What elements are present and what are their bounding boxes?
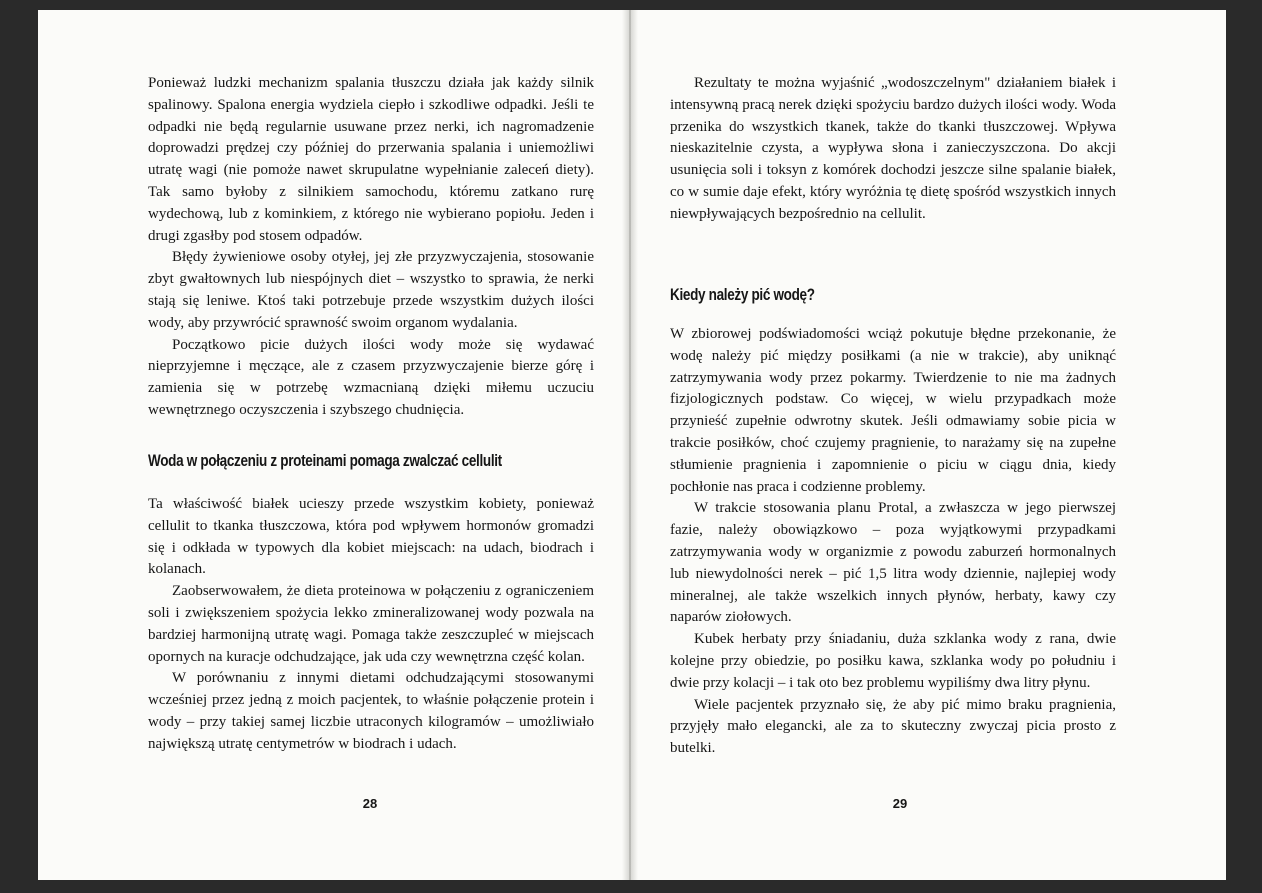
- left-paragraph-3: Początkowo picie dużych ilości wody może się wydawać nieprzyjemne i męczące, ale z czasem przyzwyczajenie bierze górę i zamienia się w potrzebę wzmacnianą dzięki miłemu uczuciu wewnętrznego oczyszczenia i szybszego chudnięcia.: [148, 336, 594, 418]
- right-paragraph-3: W trakcie stosowania planu Protal, a zwłaszcza w jego pierwszej fazie, należy obowiązkowo – poza wyjątkowymi przypadkami zatrzymywania wody w organizmie z powodu zaburzeń hormonalnych lub niewydolności nerek – pić 1,5 litra wody dziennie, najlepiej wody mineralnej, ale także wszelkich innych płynów, herbaty, kawy czy naparów ziołowych.: [670, 500, 1116, 626]
- book-gutter: [622, 10, 638, 880]
- right-heading-block: [670, 286, 1116, 305]
- left-paragraph-5: Zaobserwowałem, że dieta proteinowa w połączeniu z ograniczeniem soli i zwiększeniem spożycia lekko zmineralizowanej wody pozwala na bardziej harmonijną utratę wagi. Pomaga także zeszczuplеć w miejscach opornych na kuracje odchudzające, jak uda czy wewnętrzna część kolan.: [148, 583, 594, 665]
- left-paragraph-1: Ponieważ ludzki mechanizm spalania tłuszczu działa jak każdy silnik spalinowy. Spalona energia wydziela ciepło i szkodliwe odpadki. Jeśli te odpadki nie będą regularnie usuwane przez nerki, ich nagromadzenie doprowadzi prędzej czy później do przerwania spalania i uniemożliwi utratę wagi (nie pomoże nawet skrupulatne wypełnianie zaleceń diety). Tak samo byłoby z silnikiem samochodu, któremu zatkano rurę wydechową, lub z kominkiem, z którego nie wybierano popiołu. Jeden i drugi zgasłby pod stosem odpadów.: [148, 75, 594, 244]
- right-paragraph-2: W zbiorowej podświadomości wciąż pokutuje błędne przekonanie, że wodę należy pić między posiłkami (a nie w trakcie), aby uniknąć zatrzymywania wody przez pokarmy. Twierdzenie to nie ma żadnych fizjologicznych podstaw. Co więcej, w wielu przypadkach może przynieść zupełnie odwrotny skutek. Jeśli odmawiamy sobie picia w trakcie posiłków, choć czujemy pragnienie, to narażamy się na zupełne stłumienie pragnienia i zapomnienie o piciu w ciągu dnia, kiedy pochłonie nas praca i codzienne problemy.: [670, 326, 1116, 495]
- left-intro-text: [148, 73, 594, 422]
- right-section-heading: Kiedy należy pić wodę?: [670, 286, 815, 304]
- left-heading-block: [148, 452, 594, 471]
- left-section-text: [148, 494, 594, 756]
- left-paragraph-6: W porównaniu z innymi dietami odchudzającymi stosowanymi wcześniej przez jedną z moich pacjentek, to właśnie połączenie protein i wody – przy takiej samej liczbie utraconych kilogramów – umożliwiało największą utratę centymetrów w biodrach i udach.: [148, 670, 594, 752]
- left-paragraph-4: Ta właściwość białek ucieszy przede wszystkim kobiety, ponieważ cellulit to tkanka tłuszczowa, która pod wpływem hormonów gromadzi się i odkłada w typowych dla kobiet miejscach: na udach, biodrach i kolanach.: [148, 496, 594, 578]
- left-page: [38, 10, 630, 880]
- right-section-text: [670, 324, 1116, 760]
- left-paragraph-2: Błędy żywieniowe osoby otyłej, jej złe przyzwyczajenia, stosowanie zbyt gwałtownych lub niespójnych diet – wszystko to sprawia, że nerki stają się leniwe. Ktoś taki potrzebuje przede wszystkim dużych ilości wody, aby przywrócić sprawność swoim organom wydalania.: [148, 249, 594, 331]
- page-number-left: 28: [362, 796, 378, 811]
- page-number-right: 29: [892, 796, 908, 811]
- left-section-heading: Woda w połączeniu z proteinami pomaga zwalczać cellulit: [148, 452, 502, 470]
- right-paragraph-1: Rezultaty te można wyjaśnić „wodoszczelnym" działaniem białek i intensywną pracą nerek dzięki spożyciu bardzo dużych ilości wody. Woda przenika do wszystkich tkanek, także do tkanki tłuszczowej. Wpływa nieskazitelnie czysta, a wypływa słona i zanieczyszczona. Do akcji usunięcia soli i toksyn z komórek dochodzi jeszcze silne spalanie białek, co w sumie daje efekt, który wyróżnia tę dietę spośród wszystkich innych niewpływających bezpośrednio na cellulit.: [670, 75, 1116, 222]
- right-paragraph-5: Wiele pacjentek przyznało się, że aby pić mimo braku pragnienia, przyjęły mało elegancki, ale za to skuteczny zwyczaj picia prosto z butelki.: [670, 696, 1116, 757]
- right-paragraph-4: Kubek herbaty przy śniadaniu, duża szklanka wody z rana, dwie kolejne przy obiedzie, po posiłku kawa, szklanka wody po południu i dwie przy kolacji – i tak oto bez problemu wypiliśmy dwa litry płynu.: [670, 631, 1116, 691]
- right-intro-text: [670, 73, 1116, 226]
- right-page: [630, 10, 1226, 880]
